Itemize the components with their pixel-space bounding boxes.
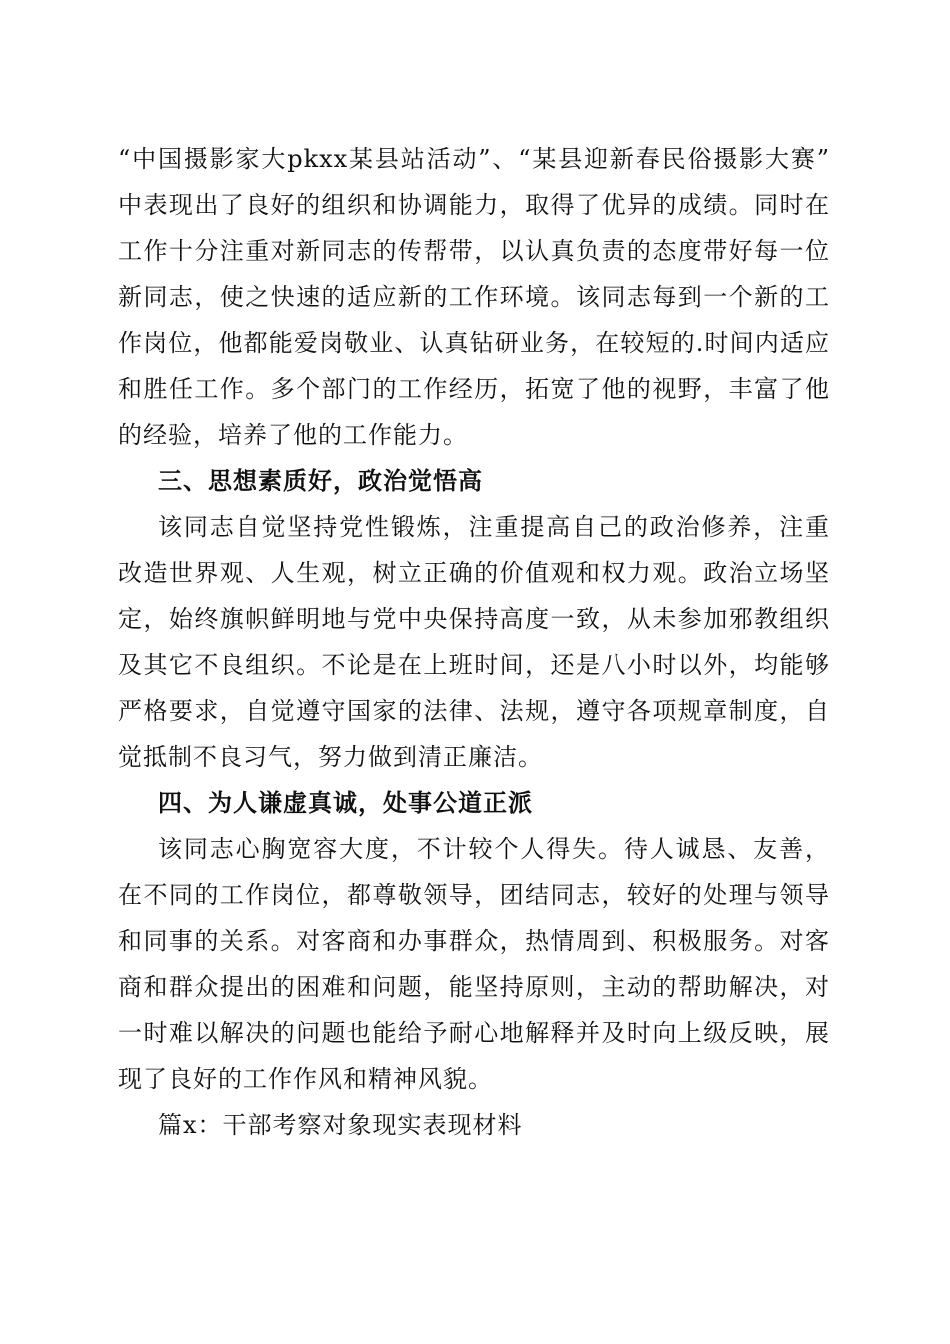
- section-heading-political-quality: 三、思想素质好，政治觉悟高: [158, 467, 483, 495]
- section-heading-integrity: 四、为人谦虚真诚，处事公道正派: [158, 789, 533, 817]
- chapter-title: 篇x：干部考察对象现实表现材料: [158, 1111, 523, 1139]
- paragraph-political-quality: 该同志自觉坚持党性锻炼，注重提高自己的政治修养，注重改造世界观、人生观，树立正确的价值观和权力观。政治立场坚定，始终旗帜鲜明地与党中央保持高度一致，从未参加邪教组织及其它不良组织。不论是在上班时间，还是八小时以外，均能够严格要求，自觉遵守国家的法律、法规，遵守各项规章制度，自觉抵制不良习气，努力做到清正廉洁。: [118, 513, 830, 771]
- document-body: [118, 136, 830, 1148]
- paragraph-integrity: 该同志心胸宽容大度，不计较个人得失。待人诚恳、友善，在不同的工作岗位，都尊敬领导，团结同志，较好的处理与领导和同事的关系。对客商和办事群众，热情周到、积极服务。对客商和群众提出的困难和问题，能坚持原则，主动的帮助解决，对一时难以解决的问题也能给予耐心地解释并及时向上级反映，展现了良好的工作作风和精神风貌。: [118, 835, 830, 1093]
- paragraph-work-performance: “中国摄影家大pkxx某县站活动”、“某县迎新春民俗摄影大赛”中表现出了良好的组织和协调能力，取得了优异的成绩。同时在工作十分注重对新同志的传帮带，以认真负责的态度带好每一位新同志，使之快速的适应新的工作环境。该同志每到一个新的工作岗位，他都能爱岗敬业、认真钻研业务，在较短的.时间内适应和胜任工作。多个部门的工作经历，拓宽了他的视野，丰富了他的经验，培养了他的工作能力。: [118, 145, 830, 449]
